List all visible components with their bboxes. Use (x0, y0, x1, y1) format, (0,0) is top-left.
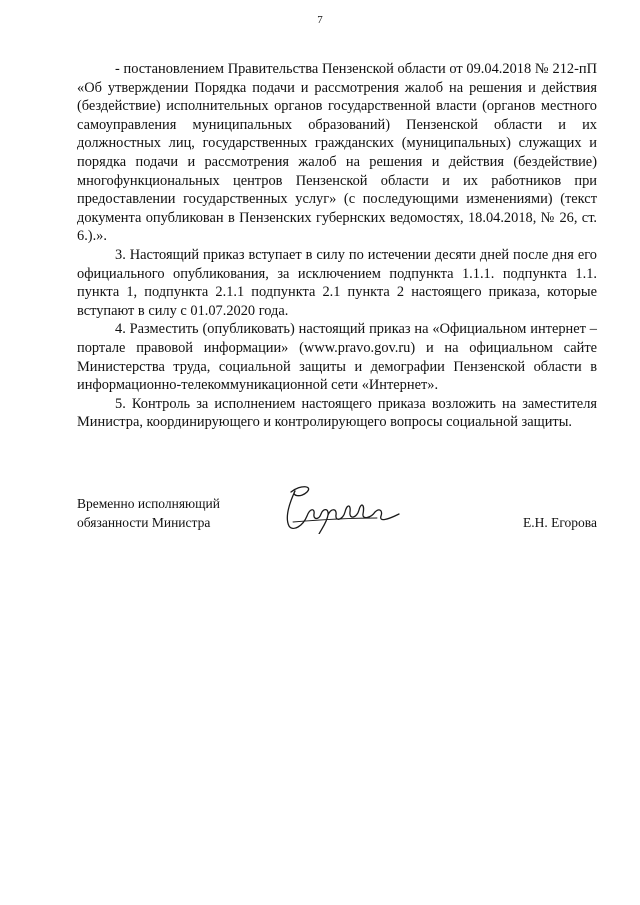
signer-position-line-2: обязанности Министра (77, 515, 211, 530)
paragraph-publication: 4. Разместить (опубликовать) настоящий приказ на «Официальном интернет – портале правовой информации» (www.pravo.gov.ru) и на официальном сайте Министерства труда, социальной защиты и демографии Пензенской области в информационно-телекоммуникационной сети «Интернет». (77, 321, 597, 394)
paragraph-control: 5. Контроль за исполнением настоящего приказа возложить на заместителя Министра, координирующего и контролирующего вопросы социальной защиты. (77, 395, 597, 431)
page-number: 7 (317, 14, 323, 26)
signature-block (77, 494, 597, 554)
paragraph-entry-into-force: 3. Настоящий приказ вступает в силу по истечении десяти дней после дня его официального опубликования, за исключением подпункта 1.1.1. подпункта 1.1. пункта 1, подпункта 2.1.1 подпункта 2.1 пункта 2 настоящего приказа, которые вступают в силу с 01.07.2020 года. (77, 246, 597, 319)
handwritten-signature (277, 482, 407, 534)
signer-name: Е.Н. Егорова (522, 515, 597, 530)
signer-position (77, 494, 277, 532)
signer-position-line-1: Временно исполняющий (77, 496, 220, 511)
paragraph-decree-reference: - постановлением Правительства Пензенской области от 09.04.2018 № 212-пП «Об утверждении Порядка подачи и рассмотрения жалоб на решения и действия (бездействие) исполнительных органов государственной власти (органов местного самоуправления муниципальных образований) Пензенской области и их должностных лиц, государственных гражданских (муниципальных) служащих и порядка подачи и рассмотрения жалоб на решения и действия (бездействие) многофункциональных центров Пензенской области и их работников при предоставлении государственных услуг» (с последующими изменениями) (текст документа опубликован в Пензенских губернских ведомостях, 18.04.2018, № 26, ст. 6.).». (77, 61, 597, 245)
document-body (77, 60, 597, 432)
